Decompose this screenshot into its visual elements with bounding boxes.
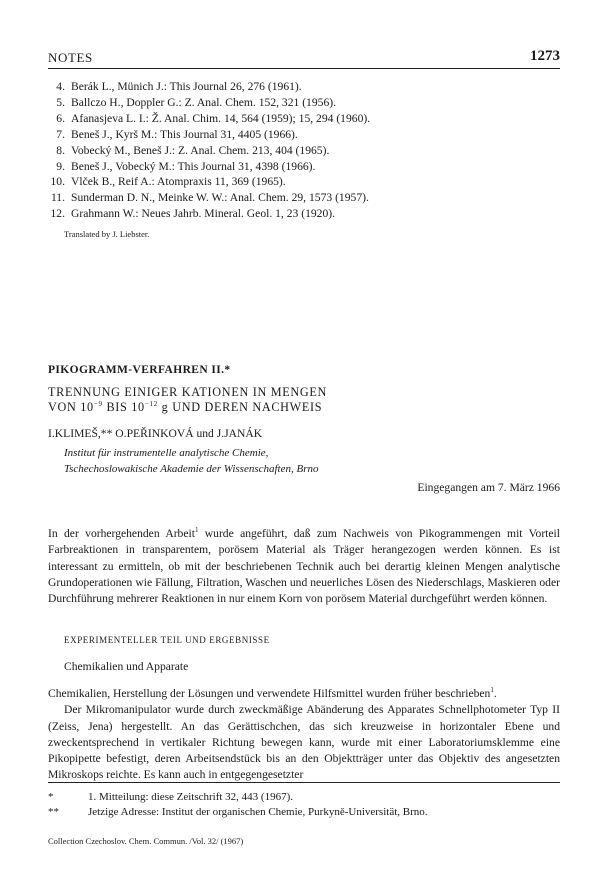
footnote: ** Jetzige Adresse: Institut der organischen Chemie, Purkyně-Universität, Brno. — [48, 806, 428, 818]
reference-item: 4. Berák L., Münich J.: This Journal 26, 276 (1961). — [56, 80, 302, 93]
header-rule — [48, 68, 560, 69]
authors: I.KLIMEŠ,** O.PEŘINKOVÁ und J.JANÁK — [48, 427, 263, 440]
reference-item: 6. Afanasjeva L. I.: Ž. Anal. Chim. 14, 564 (1959); 15, 294 (1960). — [56, 111, 371, 125]
subsection-heading: EXPERIMENTELLER TEIL UND ERGEBNISSE — [64, 635, 270, 645]
page-number: 1273 — [530, 48, 560, 64]
reference-item: 11. Sunderman D. N., Meinke W. W.: Anal. Chem. 29, 1573 (1957). — [50, 191, 369, 205]
section-label: NOTES — [48, 50, 93, 65]
title-line-2: VON $10^{-9}$ BIS $10^{-12}$ g UND DEREN NACHWEIS — [48, 399, 323, 414]
chemicals-paragraph: Chemikalien, Herstellung der Lösungen und verwendete Hilfsmittel wurden früher beschrieben$^1$. — [48, 686, 497, 700]
reference-item: 10. Vlček B., Reif A.: Atompraxis 11, 369 (1965). — [50, 175, 286, 189]
footnote: * 1. Mitteilung: diese Zeitschrift 32, 443 (1967). — [48, 791, 293, 803]
received-date: Eingegangen am 7. März 1966 — [417, 481, 560, 494]
running-header — [48, 50, 560, 70]
apparatus-paragraph: Der Mikromanipulator wurde durch zweckmäßige Abänderung des Apparates Schnellphotometer Typ II (Zeiss, Jena) hergestellt. An das Gerättischchen, das sich kreuzweise in horizontaler Ebene und zweckentsprechend in vertikaler Richtung bewegen kann, wurde mit einer Laboratoriumsklemme eine Pikopipette befestigt, deren Arbeitsendstück bis an den Objektträger unter das Objektiv des angesetzten Mikroskops reichte. Es kann auch in entgegengesetzter — [48, 703, 560, 782]
article-title — [48, 385, 327, 415]
translator-note: Translated by J. Liebster. — [64, 229, 150, 239]
reference-list — [48, 79, 560, 222]
journal-footer: Collection Czechoslov. Chem. Commun. /Vol. 32/ (1967) — [48, 836, 244, 846]
footnote-rule — [48, 782, 560, 783]
reference-item: 12. Grahmann W.: Neues Jahrb. Mineral. Geol. 1, 23 (1920). — [50, 207, 336, 221]
intro-paragraph: In der vorhergehenden Arbeit$^1$ wurde angeführt, daß zum Nachweis von Pikogrammengen mit Vorteil Farbreaktionen in transparentem, porösem Material als Träger herangezogen werden können. Es ist interessant zu ermitteln, ob mit der beschriebenen Technik auch bei derartig kleinen Mengen analytische Grundoperationen wie Fällung, Filtration, Waschen und neuerliches Lösen des Niederschlags, Maskieren oder Durchführung mehrerer Reaktionen in nur einem Korn von porösem Material durchgeführt werden können. — [48, 526, 560, 606]
reference-item: 7. Beneš J., Kyrš M.: This Journal 31, 4405 (1966). — [56, 127, 298, 141]
subsection-subheading: Chemikalien und Apparate — [64, 660, 189, 673]
title-line-1: TRENNUNG EINIGER KATIONEN IN MENGEN — [48, 385, 328, 399]
institution: Institut für instrumentelle analytische Chemie, Tschechoslowakische Akademie der Wissenschaften, Brno — [64, 447, 319, 475]
reference-item: 8. Vobecký M., Beneš J.: Z. Anal. Chem. 213, 404 (1965). — [56, 143, 330, 157]
reference-item: 9. Beneš J., Vobecký M.: This Journal 31, 4398 (1966). — [56, 159, 316, 173]
section-title: PIKOGRAMM-VERFAHREN II.* — [48, 364, 231, 376]
body-paragraphs — [48, 686, 560, 784]
reference-item: 5. Ballczo H., Doppler G.: Z. Anal. Chem. 152, 321 (1956). — [56, 95, 337, 109]
